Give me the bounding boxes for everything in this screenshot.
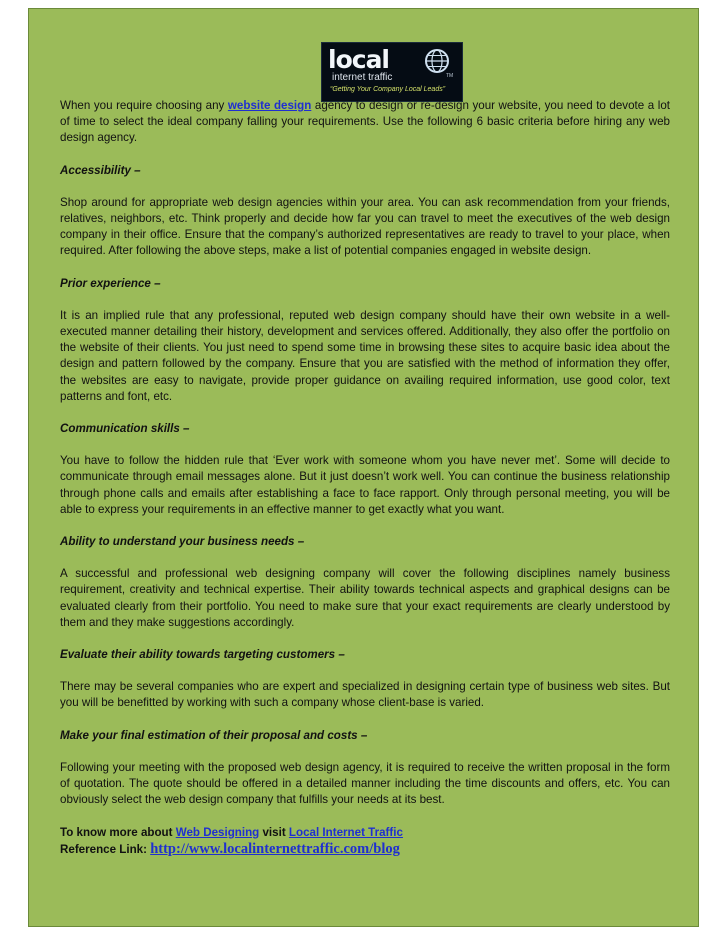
logo-tagline: “Getting Your Company Local Leads”: [330, 86, 446, 93]
website-design-link[interactable]: website design: [227, 99, 312, 112]
reference-url-link[interactable]: http://www.localinternettraffic.com/blog: [150, 840, 400, 857]
footer-know-more-text: To know more about: [60, 825, 176, 839]
section-body-business-needs: A successful and professional web designing company will cover the following disciplines namely business requirement, creativity and technical expertise. Their ability towards technical aspects and graphical designs can be evaluated clearly from their portfolio. You need to make sure that your exact requirements are clearly understood by them and they make suggestions accordingly.: [60, 567, 670, 629]
intro-text-after: agency to design or re-design your website, you need to devote a lot of time to select the ideal company falling your requirements. Use the following 6 basic criteria before hiring any web design agency.: [60, 99, 670, 145]
section-body-proposal-costs: Following your meeting with the proposed web design agency, it is required to receive the written proposal in the form of quotation. The quote should be offered in a detailed manner including the time discounts and offers, etc. You can obviously select the web design company that fulfills your needs at its best.: [60, 760, 670, 807]
section-body-prior-experience: It is an implied rule that any professional, reputed web design company should have their own website in a well-executed manner detailing their history, development and services offered. Additionally, they also offer the portfolio on the website of their clients. You just need to spend some time in browsing these sites to acquire basic idea about the design and pattern followed by the company. Ensure that you are satisfied with the method of information they offer, the websites are easy to navigate, provide proper guidance on availing required information, use good color, text patterns and font, etc.: [60, 308, 670, 403]
logo-trademark: TM: [446, 73, 454, 79]
section-body-accessibility: Shop around for appropriate web design agencies within your area. You can ask recommendation from your friends, relatives, neighbors, etc. Think properly and decide how far you can travel to meet the executives of the web design company in their office. Ensure that the company’s authorized representatives are ready to travel to your place, when required. After following the above steps, make a list of potential companies engaged in website design.: [60, 195, 670, 258]
section-heading-business-needs: Ability to understand your business needs –: [60, 535, 305, 549]
local-internet-traffic-logo: [321, 42, 463, 102]
section-heading-accessibility: Accessibility –: [60, 163, 141, 177]
intro-paragraph: [60, 98, 670, 147]
section-heading-proposal-costs: Make your final estimation of their proposal and costs –: [60, 728, 368, 742]
footer-know-more-line: [60, 825, 670, 841]
footer-reference-line: [60, 841, 670, 858]
globe-icon: [424, 48, 450, 74]
logo-subtitle: internet traffic: [332, 72, 393, 83]
footer-visit-text: visit: [259, 825, 289, 839]
section-heading-prior-experience: Prior experience –: [60, 276, 161, 290]
article-body: [60, 98, 670, 858]
intro-text-before: When you require choosing any: [60, 99, 228, 112]
logo-word: local: [328, 45, 390, 74]
document-page: [28, 8, 699, 927]
web-designing-link[interactable]: Web Designing: [175, 825, 260, 839]
section-body-communication-skills: You have to follow the hidden rule that ‘Ever work with someone whom you have never met’. Some will decide to communicate through email messages alone. But it just doesn’t work well. You can continue the business relationship through phone calls and emails after establishing a face to face rapport. Only through personal meeting, you will be able to express your requirements in an effective manner to get exactly what you want.: [60, 454, 670, 516]
section-heading-targeting-customers: Evaluate their ability towards targeting customers –: [60, 648, 345, 662]
section-body-targeting-customers: There may be several companies who are expert and specialized in designing certain type of business web sites. But you will be benefitted by working with such a company whose client-base is varied.: [60, 680, 670, 710]
footer-reference-label: Reference Link:: [60, 842, 151, 856]
section-heading-communication-skills: Communication skills –: [60, 422, 190, 436]
local-internet-traffic-link[interactable]: Local Internet Traffic: [288, 825, 403, 839]
